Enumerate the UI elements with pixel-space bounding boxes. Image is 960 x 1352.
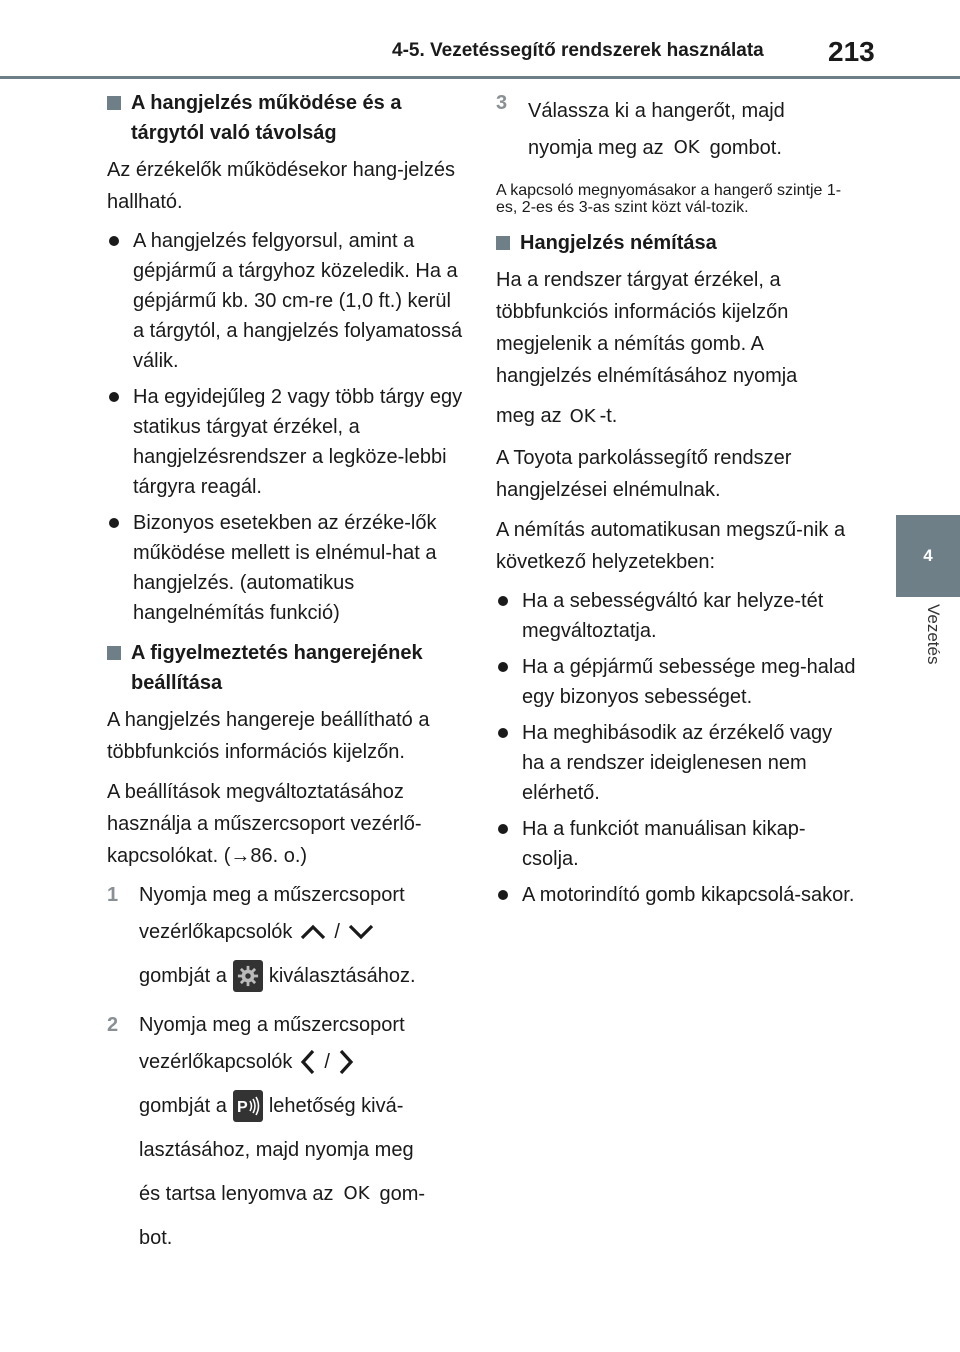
list-item-text: A motorindító gomb kikapcsolá-sakor.: [522, 884, 855, 906]
step-text: kiválasztásához.: [268, 965, 416, 987]
chapter-number: 4: [923, 546, 933, 565]
list-item: [496, 652, 856, 712]
separator: /: [334, 921, 340, 943]
step-2: [107, 1010, 467, 1260]
note: A kapcsoló megnyomásakor a hangerő szintje 1-es, 2-es és 3-as szint közt vál-tozik.: [496, 182, 842, 216]
step-number: 2: [107, 1014, 119, 1036]
chevron-up-icon: [298, 923, 328, 941]
heading-text: A figyelmeztetés hangerejének beállítása: [131, 642, 423, 694]
heading-warning-volume: [107, 638, 467, 698]
step-text: gom-: [379, 1183, 426, 1205]
page-number: 213: [828, 36, 875, 67]
heading-text: Hangjelzés némítása: [520, 232, 717, 254]
heading-volume-distance: [107, 88, 467, 148]
step-text: gombját a: [139, 965, 227, 987]
step-text: és tartsa lenyomva az: [139, 1183, 334, 1205]
step-text: vezérlőkapcsolók: [139, 921, 293, 943]
step-text: lasztásához, majd nyomja meg: [139, 1139, 414, 1161]
parking-sensor-icon: [233, 1090, 263, 1122]
chevron-down-icon: [346, 923, 376, 941]
step-text: Nyomja meg a műszercsoport: [139, 884, 405, 906]
svg-text:P: P: [236, 1099, 248, 1116]
paragraph: Az érzékelők működésekor hang-jelzés hallható.: [107, 159, 455, 213]
ok-button-symbol: OK: [343, 1183, 370, 1204]
list-item-text: Ha a gépjármű sebessége meg-halad egy bizonyos sebességet.: [522, 656, 856, 708]
step-number: 3: [496, 92, 508, 114]
paragraph-text: meg az: [496, 404, 562, 427]
heading-square-icon: [107, 96, 121, 110]
step-number: 1: [107, 884, 119, 906]
paragraph: A némítás automatikusan megszű-nik a következő helyzetekben:: [496, 519, 846, 573]
bullet-icon: [498, 728, 508, 738]
bullet-icon: [109, 518, 119, 528]
right-column: [496, 88, 856, 916]
left-column: [107, 88, 467, 1272]
list-item: [496, 814, 856, 874]
paragraph: A beállítások megváltoztatásához használja a műszercsoport vezérlő-kapcsolókat. (→86. o.): [107, 781, 422, 867]
step-text: lehetőség kivá-: [268, 1095, 404, 1117]
bullet-icon: [498, 890, 508, 900]
step-text: vezérlőkapcsolók: [139, 1051, 293, 1073]
step-3: [496, 88, 856, 170]
chapter-label: Vezetés: [924, 604, 943, 665]
bullet-icon: [498, 824, 508, 834]
paragraph: A Toyota parkolássegítő rendszer hangjelzései elnémulnak.: [496, 447, 792, 501]
list-item-text: Ha a funkciót manuálisan kikap-csolja.: [522, 818, 806, 870]
step-text: nyomja meg az: [528, 137, 664, 159]
bullet-icon: [109, 236, 119, 246]
bullet-icon: [109, 392, 119, 402]
step-text: Válassza ki a hangerőt, majd: [528, 100, 785, 122]
step-text: gombot.: [709, 137, 782, 159]
paragraph-line: [496, 394, 856, 438]
paragraph-text: -t.: [599, 404, 618, 427]
separator: /: [324, 1051, 330, 1073]
heading-square-icon: [107, 646, 121, 660]
list-item: [107, 508, 467, 628]
list-item: [496, 718, 856, 808]
step-text: bot.: [139, 1227, 173, 1249]
gear-icon: [233, 960, 263, 992]
heading-text: A hangjelzés működése és a tárgytól való távolság: [131, 92, 402, 144]
chevron-right-icon: [336, 1048, 356, 1076]
list-item: [107, 226, 467, 376]
list-item: [496, 586, 856, 646]
ok-button-symbol: OK: [569, 405, 596, 427]
heading-mute: [496, 228, 856, 258]
header-rule: [0, 76, 960, 79]
list-item-text: Ha a sebességváltó kar helyze-tét megváltoztatja.: [522, 590, 824, 642]
bullet-icon: [498, 596, 508, 606]
list-item: [107, 382, 467, 502]
step-text: gombját a: [139, 1095, 227, 1117]
list-item-text: Ha egyidejűleg 2 vagy több tárgy egy statikus tárgyat érzékel, a hangjelzésrendszer a legköze-lebbi tárgyra reagál.: [133, 386, 463, 498]
chevron-left-icon: [298, 1048, 318, 1076]
list-item-text: A hangjelzés felgyorsul, amint a gépjármű a tárgyhoz közeledik. Ha a gépjármű kb. 30 cm-re (1,0 ft.) kerül a tárgytól, a hangjelzés folyamatossá válik.: [133, 230, 463, 372]
list-item-text: Bizonyos esetekben az érzéke-lők működése mellett is elnémul-hat a hangjelzés. (automatikus hangelnémítás funkció): [133, 512, 437, 624]
list-item-text: Ha meghibásodik az érzékelő vagy ha a rendszer ideiglenesen nem elérhető.: [522, 722, 833, 804]
heading-square-icon: [496, 236, 510, 250]
chapter-tab: [896, 515, 960, 597]
section-title: 4-5. Vezetéssegítő rendszerek használata: [392, 40, 764, 61]
step-text: Nyomja meg a műszercsoport: [139, 1014, 405, 1036]
step-1: [107, 880, 467, 998]
list-item: [496, 880, 856, 910]
bullet-icon: [498, 662, 508, 672]
paragraph: A hangjelzés hangereje beállítható a többfunkciós információs kijelzőn.: [107, 709, 430, 763]
ok-button-symbol: OK: [673, 137, 700, 158]
paragraph: Ha a rendszer tárgyat érzékel, a többfunkciós információs kijelzőn megjelenik a némítás gomb. A hangjelzés elnémításához nyomja: [496, 269, 798, 387]
